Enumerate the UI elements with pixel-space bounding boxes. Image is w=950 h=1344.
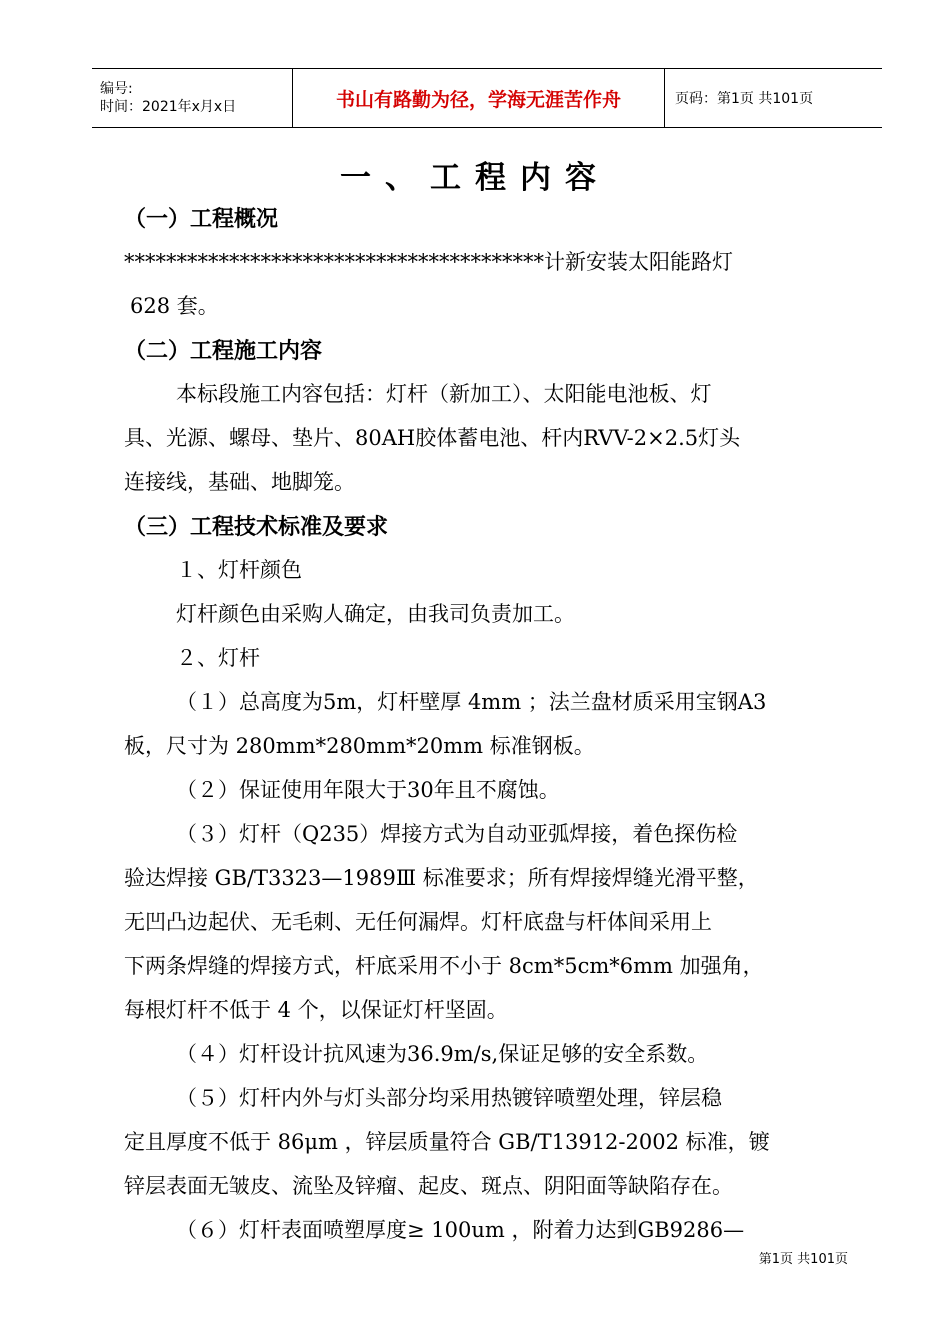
body-text-line: 定且厚度不低于 86μm ，锌层质量符合 GB/T13912-2002 标准，镀 [124, 1130, 770, 1154]
header-page-number: 页码：第1页 共101页 [675, 91, 814, 107]
body-text-line: （３）灯杆（Q235）焊接方式为自动亚弧焊接，着色探伤检 [176, 822, 738, 846]
body-text-line: ****************************************计新安装太阳能路灯 [124, 250, 733, 274]
body-text-line: １、灯杆颜色 [176, 558, 302, 582]
body-text-line: 板，尺寸为 280mm*280mm*20mm 标准钢板。 [124, 734, 595, 758]
body-text-line: 连接线，基础、地脚笼。 [124, 470, 355, 494]
body-text-line: 每根灯杆不低于 4 个，以保证灯杆坚固。 [124, 998, 508, 1022]
body-text-line: 具、光源、螺母、垫片、80AH胶体蓄电池、杆内RVV-2×2.5灯头 [124, 426, 741, 450]
body-text-line: （４）灯杆设计抗风速为36.9m/s,保证足够的安全系数。 [176, 1042, 709, 1066]
body-text-line: 验达焊接 GB/T3323—1989Ⅲ 标准要求；所有焊接焊缝光滑平整， [124, 866, 759, 890]
header-motto: 书山有路勤为径，学海无涯苦作舟 [293, 69, 665, 127]
page-footer: 第1页 共101页 [758, 1252, 848, 1267]
document-number-label: 编号: [100, 81, 133, 97]
body-text-line: 无凹凸边起伏、无毛刺、无任何漏焊。灯杆底盘与杆体间采用上 [124, 910, 712, 934]
section-heading: （一）工程概况 [124, 207, 279, 232]
header-meta [92, 69, 293, 127]
page-header [92, 68, 882, 128]
body-text-line: （２）保证使用年限大于30年且不腐蚀。 [176, 778, 560, 802]
body-text-line: 锌层表面无皱皮、流坠及锌瘤、起皮、斑点、阴阳面等缺陷存在。 [124, 1174, 733, 1198]
document-time-label: 时间：2021年x月x日 [100, 99, 237, 115]
body-text-line: 下两条焊缝的焊接方式，杆底采用不小于 8cm*5cm*6mm 加强角， [124, 954, 764, 978]
body-text-line: ２、灯杆 [176, 646, 260, 670]
body-text-line: 628 套。 [130, 294, 219, 318]
body-text-line: 灯杆颜色由采购人确定，由我司负责加工。 [176, 602, 575, 626]
body-text-line: （５）灯杆内外与灯头部分均采用热镀锌喷塑处理，锌层稳 [176, 1086, 722, 1110]
section-heading: （三）工程技术标准及要求 [124, 515, 389, 540]
body-text-line: 本标段施工内容包括：灯杆（新加工）、太阳能电池板、灯 [176, 382, 712, 406]
body-text-line: （６）灯杆表面喷塑厚度≥ 100um ，附着力达到GB9286— [176, 1218, 745, 1242]
section-heading: （二）工程施工内容 [124, 339, 323, 364]
page-title: 一、工程内容 [340, 160, 610, 196]
body-text-line: （１）总高度为5m，灯杆壁厚 4mm ；法兰盘材质采用宝钢A3 [176, 690, 767, 714]
